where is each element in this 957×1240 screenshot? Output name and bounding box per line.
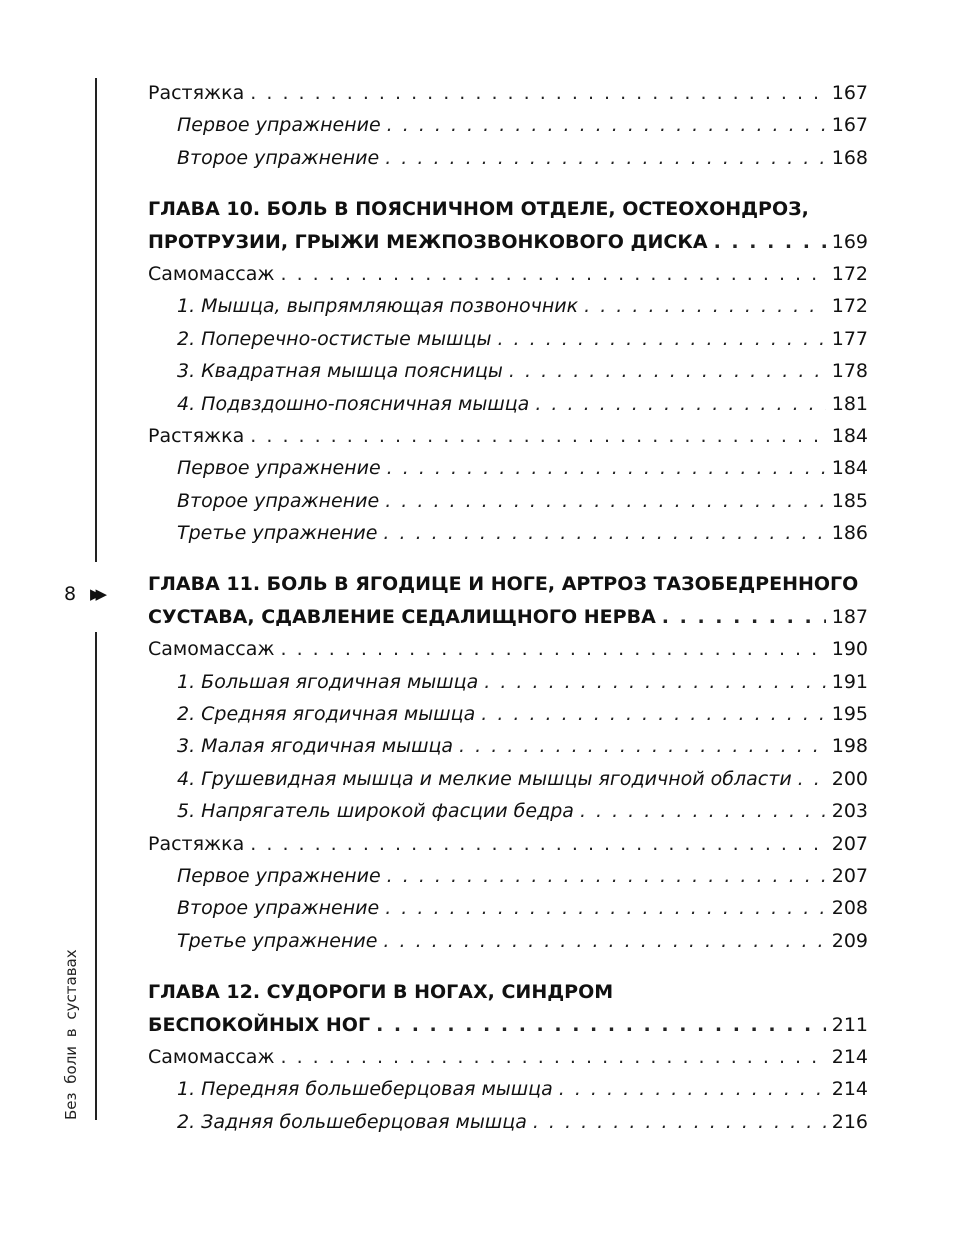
entry-title: 1. Передняя большеберцовая мышца [177, 1078, 553, 1101]
toc-subentry [148, 1106, 868, 1138]
chapter-heading-entry [148, 601, 868, 633]
entry-page-number: 207 [831, 832, 868, 855]
dot-leader [559, 1073, 826, 1105]
margin-rule-top [95, 78, 97, 562]
entry-title: Третье упражнение [177, 929, 378, 952]
entry-title: Самомассаж [148, 262, 275, 285]
chapter-heading: ГЛАВА 11. БОЛЬ В ЯГОДИЦЕ И НОГЕ, АРТРОЗ ТАЗОБЕДРЕННОГО [148, 573, 859, 596]
dot-leader [535, 388, 825, 420]
entry-title: 2. Поперечно-остистые мышцы [177, 327, 492, 350]
dot-leader [281, 258, 826, 290]
entry-title: 2. Задняя большеберцовая мышца [177, 1110, 527, 1133]
entry-page-number: 168 [831, 146, 868, 169]
dot-leader [250, 828, 825, 860]
toc-section-entry [148, 420, 868, 452]
entry-title: 1. Большая ягодичная мышца [177, 670, 479, 693]
dot-leader [798, 763, 826, 795]
dot-leader [387, 452, 826, 484]
entry-title: Самомассаж [148, 638, 275, 661]
toc-subentry [148, 355, 868, 387]
entry-title: Растяжка [148, 82, 245, 104]
entry-page-number: 207 [831, 864, 868, 887]
entry-page-number: 172 [831, 262, 868, 285]
entry-page-number: 214 [831, 1045, 868, 1068]
entry-page-number: 185 [831, 489, 868, 512]
entry-page-number: 209 [831, 929, 868, 952]
dot-leader [281, 1041, 826, 1073]
toc-section-entry [148, 1041, 868, 1073]
entry-page-number: 172 [831, 295, 868, 318]
dot-leader [385, 142, 826, 174]
dot-leader [250, 420, 825, 452]
entry-title: Первое упражнение [177, 864, 381, 887]
chapter-heading-entry [148, 226, 868, 258]
entry-title: 4. Грушевидная мышца и мелкие мышцы ягодичной области [177, 767, 792, 790]
section-gap [148, 174, 868, 193]
entry-page-number: 187 [831, 605, 868, 628]
dot-leader [387, 109, 826, 141]
entry-page-number: 177 [831, 327, 868, 350]
toc-subentry [148, 860, 868, 892]
entry-page-number: 184 [831, 424, 868, 447]
entry-title: ПРОТРУЗИИ, ГРЫЖИ МЕЖПОЗВОНКОВОГО ДИСКА [148, 230, 708, 253]
dot-leader [533, 1106, 826, 1138]
entry-title: 3. Квадратная мышца поясницы [177, 360, 503, 383]
dot-leader [481, 698, 826, 730]
entry-page-number: 208 [831, 897, 868, 920]
toc-subentry [148, 730, 868, 762]
dot-leader [383, 517, 825, 549]
toc-subentry [148, 698, 868, 730]
dot-leader [497, 323, 825, 355]
toc-subentry [148, 666, 868, 698]
toc-subentry [148, 1073, 868, 1105]
entry-page-number: 190 [831, 638, 868, 661]
chapter-heading-entry [148, 1009, 868, 1041]
entry-page-number: 178 [831, 360, 868, 383]
toc-subentry [148, 290, 868, 322]
dot-leader [387, 860, 826, 892]
toc-subentry [148, 388, 868, 420]
double-arrow-icon: ▶▶ [90, 585, 102, 603]
entry-title: Растяжка [148, 832, 245, 855]
entry-title: Второе упражнение [177, 146, 380, 169]
chapter-heading: ГЛАВА 12. СУДОРОГИ В НОГАХ, СИНДРОМ [148, 981, 614, 1004]
entry-title: Первое упражнение [177, 457, 381, 480]
entry-title: Первое упражнение [177, 114, 381, 137]
running-title: Без боли в суставах [62, 949, 80, 1120]
table-of-contents [148, 77, 868, 1138]
entry-title: 3. Малая ягодичная мышца [177, 735, 454, 758]
toc-subentry [148, 795, 868, 827]
toc-subentry [148, 763, 868, 795]
entry-page-number: 184 [831, 457, 868, 480]
dot-leader [714, 226, 826, 258]
toc-section-entry [148, 77, 868, 109]
page-number: 8 [64, 583, 77, 605]
toc-subentry [148, 925, 868, 957]
entry-page-number: 211 [831, 1013, 868, 1036]
dot-leader [385, 485, 826, 517]
dot-leader [385, 892, 826, 924]
entry-title: Второе упражнение [177, 897, 380, 920]
section-gap [148, 957, 868, 976]
dot-leader [584, 290, 826, 322]
entry-title: Третье упражнение [177, 522, 378, 545]
toc-section-entry [148, 258, 868, 290]
toc-section-entry [148, 828, 868, 860]
entry-page-number: 198 [831, 735, 868, 758]
entry-page-number: 169 [831, 230, 868, 253]
entry-page-number: 167 [831, 82, 868, 104]
entry-title: 1. Мышца, выпрямляющая позвоночник [177, 295, 579, 318]
entry-title: 2. Средняя ягодичная мышца [177, 703, 476, 726]
entry-page-number: 191 [831, 670, 868, 693]
entry-title: Самомассаж [148, 1045, 275, 1068]
dot-leader [459, 730, 826, 762]
entry-title: 4. Подвздошно-поясничная мышца [177, 392, 530, 415]
toc-subentry [148, 142, 868, 174]
entry-page-number: 214 [831, 1078, 868, 1101]
dot-leader [484, 666, 825, 698]
dot-leader [376, 1009, 826, 1041]
entry-title: СУСТАВА, СДАВЛЕНИЕ СЕДАЛИЩНОГО НЕРВА [148, 605, 656, 628]
entry-page-number: 216 [831, 1110, 868, 1133]
section-gap [148, 549, 868, 568]
dot-leader [509, 355, 826, 387]
entry-title: БЕСПОКОЙНЫХ НОГ [148, 1013, 371, 1036]
toc-section-entry [148, 633, 868, 665]
dot-leader [250, 77, 825, 109]
toc-subentry [148, 452, 868, 484]
entry-page-number: 195 [831, 703, 868, 726]
dot-leader [662, 601, 826, 633]
toc-subentry [148, 892, 868, 924]
toc-subentry [148, 109, 868, 141]
entry-page-number: 167 [831, 114, 868, 137]
dot-leader [281, 633, 826, 665]
entry-page-number: 181 [831, 392, 868, 415]
entry-title: Второе упражнение [177, 489, 380, 512]
chapter-heading: ГЛАВА 10. БОЛЬ В ПОЯСНИЧНОМ ОТДЕЛЕ, ОСТЕОХОНДРОЗ, [148, 198, 809, 221]
dot-leader [383, 925, 825, 957]
entry-title: Растяжка [148, 424, 245, 447]
entry-page-number: 200 [831, 767, 868, 790]
toc-subentry [148, 517, 868, 549]
toc-subentry [148, 323, 868, 355]
toc-subentry [148, 485, 868, 517]
entry-page-number: 186 [831, 522, 868, 545]
dot-leader [580, 795, 826, 827]
margin-rule-bottom [95, 632, 97, 1120]
entry-title: 5. Напрягатель широкой фасции бедра [177, 800, 574, 823]
entry-page-number: 203 [831, 800, 868, 823]
